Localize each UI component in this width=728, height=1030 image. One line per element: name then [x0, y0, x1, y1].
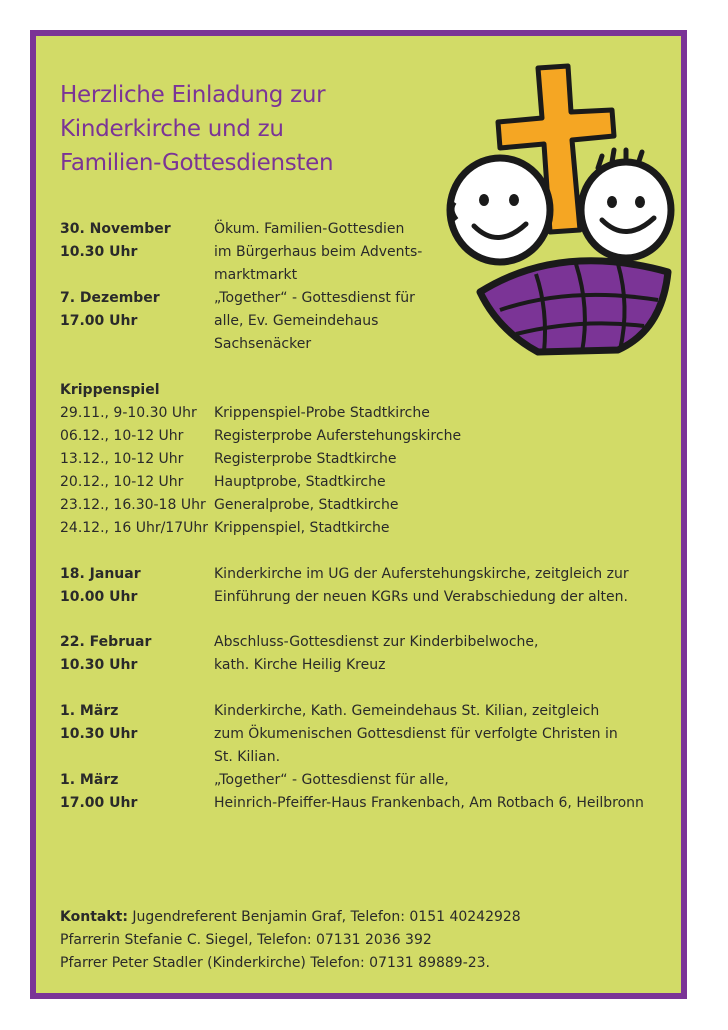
kinderkirche-logo: [440, 60, 676, 360]
event-desc: zum Ökumenischen Gottesdienst für verfolgte Christen in: [214, 726, 618, 742]
contact-line: Pfarrerin Stefanie C. Siegel, Telefon: 07131 2036 392: [60, 932, 432, 948]
event-desc: Einführung der neuen KGRs und Verabschiedung der alten.: [214, 589, 628, 605]
schedule-date: 20.12., 10-12 Uhr: [60, 474, 184, 490]
event-desc: Kinderkirche, Kath. Gemeindehaus St. Kilian, zeitgleich: [214, 703, 600, 719]
schedule-desc: Krippenspiel-Probe Stadtkirche: [214, 405, 430, 421]
schedule-desc: Hauptprobe, Stadtkirche: [214, 474, 386, 490]
event-date: 1. März: [60, 772, 119, 788]
event-time: 17.00 Uhr: [60, 313, 138, 329]
contact-label: Kontakt:: [60, 909, 128, 925]
schedule-date: 06.12., 10-12 Uhr: [60, 428, 184, 444]
event-time: 10.30 Uhr: [60, 726, 138, 742]
event-desc: Ökum. Familien-Gottesdien: [214, 221, 405, 237]
event-date: 7. Dezember: [60, 290, 160, 306]
event-desc: im Bürgerhaus beim Advents-: [214, 244, 423, 260]
contact-line: [60, 906, 521, 929]
event-desc: Sachsenäcker: [214, 336, 312, 352]
title-line: Herzliche Einladung zur: [60, 82, 326, 108]
schedule-desc: Krippenspiel, Stadtkirche: [214, 520, 390, 536]
event-time: 17.00 Uhr: [60, 795, 138, 811]
event-desc: Kinderkirche im UG der Auferstehungskirche, zeitgleich zur: [214, 566, 629, 582]
schedule-desc: Generalprobe, Stadtkirche: [214, 497, 399, 513]
contact-block: [60, 906, 521, 975]
contact-line: Pfarrer Peter Stadler (Kinderkirche) Telefon: 07131 89889-23.: [60, 955, 491, 971]
page-title: [60, 78, 390, 180]
event-time: 10.30 Uhr: [60, 244, 138, 260]
contact-text: Jugendreferent Benjamin Graf, Telefon: 0151 40242928: [127, 909, 521, 925]
event-time: 10.00 Uhr: [60, 589, 138, 605]
schedule-desc: Registerprobe Auferstehungskirche: [214, 428, 462, 444]
title-line: Familien-Gottesdiensten: [60, 150, 334, 176]
event-date: 1. März: [60, 703, 119, 719]
flyer: [30, 30, 687, 999]
event-time: 10.30 Uhr: [60, 657, 138, 673]
event-date: 30. November: [60, 221, 171, 237]
event-desc: alle, Ev. Gemeindehaus: [214, 313, 379, 329]
event-date: 18. Januar: [60, 566, 141, 582]
event-desc: kath. Kirche Heilig Kreuz: [214, 657, 386, 673]
schedule-desc: Registerprobe Stadtkirche: [214, 451, 397, 467]
event-desc: St. Kilian.: [214, 749, 281, 765]
schedule-date: 23.12., 16.30-18 Uhr: [60, 497, 206, 513]
event-desc: marktmarkt: [214, 267, 298, 283]
event-date: 22. Februar: [60, 634, 152, 650]
event-desc: Abschluss-Gottesdienst zur Kinderbibelwoche,: [214, 634, 539, 650]
title-line: Kinderkirche und zu: [60, 116, 284, 142]
schedule-date: 24.12., 16 Uhr/17Uhr: [60, 520, 208, 536]
section-heading-krippenspiel: Krippenspiel: [60, 382, 160, 398]
event-desc: Heinrich-Pfeiffer-Haus Frankenbach, Am Rotbach 6, Heilbronn: [214, 795, 644, 811]
event-desc: „Together“ - Gottesdienst für alle,: [214, 772, 449, 788]
schedule-date: 13.12., 10-12 Uhr: [60, 451, 184, 467]
schedule-date: 29.11., 9-10.30 Uhr: [60, 405, 197, 421]
event-desc: „Together“ - Gottesdienst für: [214, 290, 415, 306]
